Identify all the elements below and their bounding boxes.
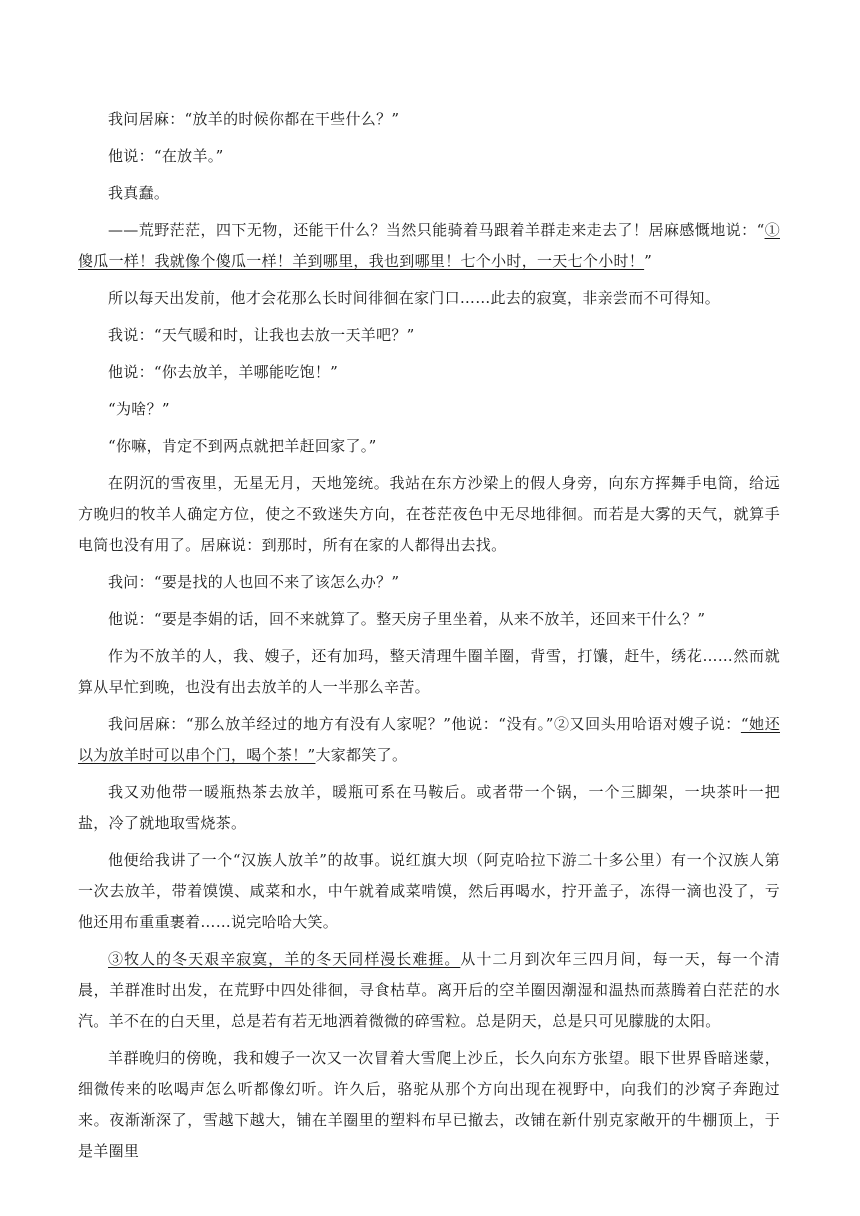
paragraph-text: 他便给我讲了一个“汉族人放羊”的故事。说红旗大坝（阿克哈拉下游二十多公里）有一个汉族人第一次去放羊，带着馍馍、咸菜和水，中午就着咸菜啃馍，然后再喝水，拧开盖子，冻得一滴也没了，亏他还用布重重裹着……说完哈哈大笑。 [78,851,780,931]
paragraph [78,709,780,771]
paragraph [78,567,780,598]
paragraph [78,283,780,314]
paragraph-text: 大家都笑了。 [315,746,408,764]
paragraph [78,641,780,703]
paragraph [78,604,780,635]
paragraph-text: “你嘛，肯定不到两点就把羊赶回家了。” [108,437,377,455]
underlined-text: ③牧人的冬天艰辛寂寞，羊的冬天同样漫长难捱。 [108,950,461,968]
paragraph-text: 在阴沉的雪夜里，无星无月，天地笼统。我站在东方沙梁上的假人身旁，向东方挥舞手电筒，给远方晚归的牧羊人确定方位，使之不致迷失方向，在苍茫夜色中无尽地徘徊。而若是大雾的天气，就算手电筒也没有用了。居麻说：到那时，所有在家的人都得出去找。 [78,474,780,554]
paragraph [78,468,780,561]
paragraph [78,215,780,277]
paragraph-text: “为啥？” [108,400,170,418]
paragraph [78,320,780,351]
paragraph [78,357,780,388]
paragraph [78,431,780,462]
paragraph-text: 我又劝他带一暖瓶热茶去放羊，暖瓶可系在马鞍后。或者带一个锅，一个三脚架，一块茶叶一把盐，冷了就地取雪烧茶。 [78,783,780,832]
paragraph-text: 我问居麻：“放羊的时候你都在干些什么？” [108,110,400,128]
paragraph [78,178,780,209]
paragraph-text: 我说：“天气暖和时，让我也去放一天羊吧？” [108,326,415,344]
paragraph-text: 我真蠢。 [108,184,170,202]
paragraph-text: 我问：“要是找的人也回不来了该怎么办？” [108,573,400,591]
paragraph-text: 所以每天出发前，他才会花那么长时间徘徊在家门口……此去的寂寞，非亲尝而不可得知。 [108,289,721,307]
paragraph-text: ——荒野茫茫，四下无物，还能干什么？当然只能骑着马跟着羊群走来走去了！居麻感慨地说：“ [108,221,765,239]
paragraph-text: 他说：“你去放羊，羊哪能吃饱！” [108,363,339,381]
paragraph [78,1043,780,1167]
paragraph-text: 羊群晚归的傍晚，我和嫂子一次又一次冒着大雪爬上沙丘，长久向东方张望。眼下世界昏暗迷蒙，细微传来的吆喝声怎么听都像幻听。许久后，骆驼从那个方向出现在视野中，向我们的沙窝子奔跑过来。夜渐渐深了，雪越下越大，铺在羊圈里的塑料布早已撤去，改铺在新什别克家敞开的牛棚顶上，于是羊圈里 [78,1049,780,1160]
paragraph-text: 我问居麻：“那么放羊经过的地方有没有人家呢？”他说：“没有。”②又回头用哈语对嫂子说： [108,715,741,733]
paragraph-text: 他说：“在放羊。” [108,147,224,165]
underlined-text: ①傻瓜一样！我就像个傻瓜一样！羊到哪里，我也到哪里！七个小时，一天七个小时！ [78,221,780,270]
paragraph [78,141,780,172]
paragraph-text: 作为不放羊的人，我、嫂子，还有加玛，整天清理牛圈羊圈，背雪，打馕，赶牛，绣花……然而就算从早忙到晚，也没有出去放羊的人一半那么辛苦。 [78,647,780,696]
paragraph-text: ” [644,252,653,270]
paragraph [78,104,780,135]
paragraph [78,845,780,938]
paragraph-text: 他说：“要是李娟的话，回不来就算了。整天房子里坐着，从来不放羊，还回来干什么？” [108,610,706,628]
paragraph-text: 从十二月到次年三四月间，每一天，每一个清晨，羊群准时出发，在荒野中四处徘徊，寻食枯草。离开后的空羊圈因潮湿和温热而蒸腾着白茫茫的水汽。羊不在的白天里，总是若有若无地洒着微微的碎雪粒。总是阴天，总是只可见朦胧的太阳。 [78,950,780,1030]
paragraph [78,944,780,1037]
underlined-text: “她还以为放羊时可以串个门，喝个茶！” [78,715,780,764]
paragraph [78,394,780,425]
paragraph [78,777,780,839]
document-body [78,104,780,1173]
